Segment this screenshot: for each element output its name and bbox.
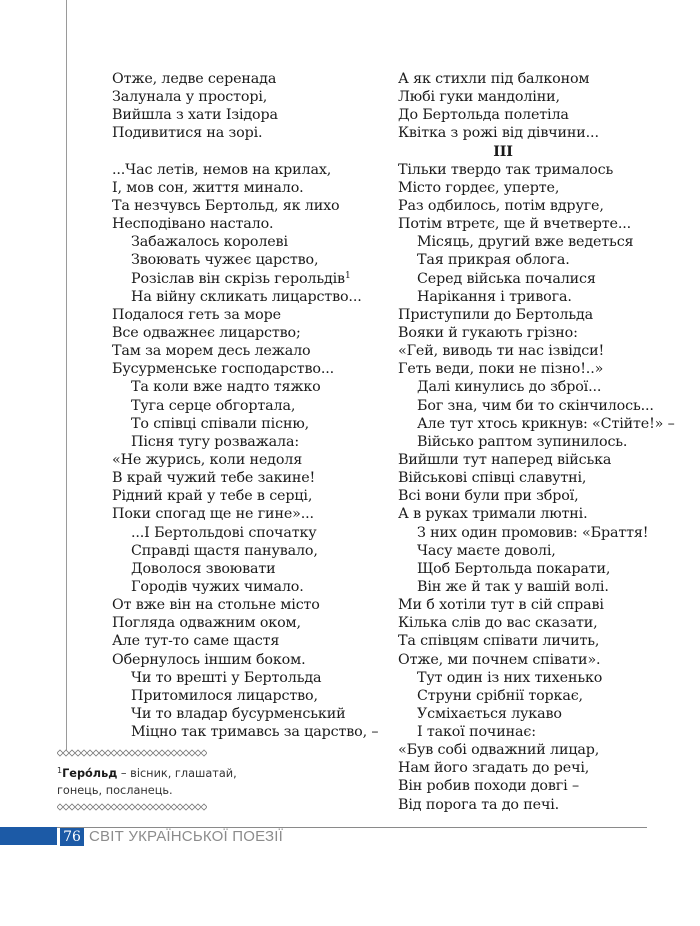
verse-line: [398, 505, 660, 523]
verse-text: Туга серце обгортала,: [131, 397, 296, 414]
verse-line: [112, 669, 382, 687]
verse-text: Часу маєте доволі,: [417, 542, 556, 559]
verse-line: [112, 487, 382, 505]
verse-text: Поки спогад ще не гине»...: [112, 506, 314, 523]
verse-line: [398, 542, 660, 560]
verse-text: Пісня тугу розважала:: [131, 433, 299, 450]
ornament-diamond: [165, 804, 171, 810]
ornament-diamond: [111, 804, 117, 810]
verse-line: [398, 705, 660, 723]
verse-line: [112, 651, 382, 669]
verse-line: [112, 306, 382, 324]
ornament-diamond: [123, 750, 129, 756]
verse-text: Залунала у просторі,: [112, 89, 268, 106]
ornament-diamond: [153, 804, 159, 810]
running-title: СВІТ УКРАЇНСЬКОЇ ПОЕЗІЇ: [89, 828, 283, 845]
verse-line: [398, 179, 660, 197]
verse-line: [398, 197, 660, 215]
ornament-diamond: [57, 804, 63, 810]
verse-text: Та незчувсь Бертольд, як лихо: [112, 197, 340, 214]
verse-text: Серед війська почалися: [417, 270, 596, 287]
verse-text: Місяць, другий вже ведеться: [417, 234, 634, 251]
verse-text: III: [493, 143, 513, 160]
verse-text: ...Час летів, немов на крилах,: [112, 161, 332, 178]
verse-line: [112, 560, 382, 578]
verse-text: Від порога та до печі.: [398, 796, 560, 813]
ornament-diamond: [201, 750, 207, 756]
ornament-diamond: [195, 750, 201, 756]
verse-line: [112, 505, 382, 523]
margin-rule: [66, 0, 67, 750]
ornament-diamond: [159, 804, 165, 810]
verse-text: Кілька слів до вас сказати,: [398, 615, 598, 632]
verse-text: Любі гуки мандоліни,: [398, 89, 560, 106]
verse-line: [398, 596, 660, 614]
ornament-diamond: [93, 750, 99, 756]
ornament-diamond: [201, 804, 207, 810]
verse-text: В край чужий тебе закине!: [112, 470, 316, 487]
verse-line: [398, 632, 660, 650]
ornament-diamond: [57, 750, 63, 756]
verse-text: Рідний край у тебе в серці,: [112, 488, 313, 505]
verse-text: ...І Бертольдові спочатку: [131, 524, 317, 541]
verse-text: Раз одбилось, потім вдруге,: [398, 197, 604, 214]
verse-line: [398, 106, 660, 124]
ornament-diamond: [153, 750, 159, 756]
verse-text: Доволося звоювати: [131, 560, 276, 577]
verse-line: [112, 106, 382, 124]
verse-text: Тут один із них тихенько: [417, 669, 603, 686]
verse-line: [398, 288, 660, 306]
verse-line: [398, 342, 660, 360]
verse-text: Справді щастя панувало,: [131, 542, 318, 559]
ornament-diamond: [165, 750, 171, 756]
verse-line: [398, 251, 660, 269]
ornament-diamond: [177, 804, 183, 810]
verse-text: То співці співали пісню,: [131, 415, 310, 432]
ornament-diamond: [171, 750, 177, 756]
verse-text: Отже, ми почнем співати».: [398, 651, 601, 668]
verse-line: [112, 161, 382, 179]
verse-text: «Гей, виводь ти нас ізвідси!: [398, 343, 605, 360]
verse-text: От вже він на стольне місто: [112, 597, 320, 614]
verse-text: Місто гордеє, уперте,: [398, 179, 560, 196]
verse-line: [112, 705, 382, 723]
ornament-diamond: [129, 750, 135, 756]
footer-color-band: [0, 827, 57, 845]
poem-column-left: [112, 70, 382, 741]
verse-line: [112, 215, 382, 233]
ornament-diamond: [171, 804, 177, 810]
verse-line: [112, 342, 382, 360]
verse-text: Він робив походи довгі –: [398, 778, 579, 795]
verse-line: [112, 397, 382, 415]
verse-line: [112, 197, 382, 215]
verse-line: [398, 741, 660, 759]
verse-text: Подалося геть за море: [112, 306, 281, 323]
verse-line: [398, 124, 660, 142]
ornament-diamond: [159, 750, 165, 756]
ornament-diamond: [147, 750, 153, 756]
ornament-diamond: [75, 750, 81, 756]
verse-line: [398, 524, 660, 542]
verse-line: [112, 578, 382, 596]
ornament-diamond: [69, 804, 75, 810]
verse-text: Розіслав він скрізь герольдів: [131, 270, 345, 287]
verse-line: [112, 415, 382, 433]
section-heading: [398, 143, 660, 161]
verse-line: [398, 777, 660, 795]
ornament-diamond: [189, 804, 195, 810]
verse-text: Щоб Бертольда покарати,: [417, 560, 611, 577]
verse-line: [398, 433, 660, 451]
verse-text: Струни срібнії торкає,: [417, 687, 583, 704]
ornament-diamond: [75, 804, 81, 810]
ornament-diamond: [63, 750, 69, 756]
verse-line: [398, 88, 660, 106]
verse-line: [112, 632, 382, 650]
ornament-diamond: [99, 750, 105, 756]
ornament-diamond: [183, 750, 189, 756]
ornament-diamond: [129, 804, 135, 810]
verse-text: Чи то владар бусурменський: [131, 705, 346, 722]
verse-text: Несподівано настало.: [112, 216, 274, 233]
verse-line: [112, 251, 382, 269]
verse-text: Але тут хтось крикнув: «Стійте!» –: [417, 415, 675, 432]
ornament-diamond: [99, 804, 105, 810]
verse-line: [398, 215, 660, 233]
verse-line: [112, 70, 382, 88]
verse-text: «Не журись, коли недоля: [112, 451, 303, 468]
verse-line: [398, 651, 660, 669]
verse-line: [112, 324, 382, 342]
verse-text: Вийшла з хати Ізідора: [112, 107, 278, 124]
verse-text: Нарікання і тривога.: [417, 288, 572, 305]
verse-text: Поглядa одважним оком,: [112, 615, 301, 632]
verse-line: [112, 524, 382, 542]
verse-line: [398, 306, 660, 324]
verse-text: Вояки й гукають грізно:: [398, 324, 578, 341]
footnote-reference: 1: [344, 270, 351, 281]
verse-line: [398, 687, 660, 705]
verse-line: [398, 487, 660, 505]
footnote-marker: 1: [57, 766, 63, 775]
verse-text: «Був собі одважний лицар,: [398, 742, 600, 759]
verse-text: Потім втретє, ще й вчетверте...: [398, 216, 632, 233]
verse-text: Та коли вже надто тяжко: [131, 379, 321, 396]
ornament-diamond: [141, 804, 147, 810]
footnote-ornament-top: [57, 749, 207, 757]
verse-line: [112, 179, 382, 197]
verse-line: [112, 723, 382, 741]
verse-text: Військові співці славутні,: [398, 470, 587, 487]
verse-line: [112, 687, 382, 705]
verse-text: Там за морем десь лежало: [112, 343, 311, 360]
verse-line: [112, 360, 382, 378]
footnote-term: Геро́льд: [62, 767, 118, 780]
verse-line: [112, 469, 382, 487]
ornament-diamond: [105, 750, 111, 756]
verse-line: [398, 723, 660, 741]
verse-text: Всі вони були при зброї,: [398, 488, 579, 505]
verse-text: Притомилося лицарство,: [131, 687, 318, 704]
verse-text: Та співцям співати личить,: [398, 633, 600, 650]
verse-text: А як стихли під балконом: [398, 71, 590, 87]
ornament-diamond: [117, 804, 123, 810]
verse-line: [398, 270, 660, 288]
verse-line: [112, 124, 382, 142]
verse-line: [398, 560, 660, 578]
stanza-gap: [112, 143, 382, 161]
ornament-diamond: [147, 804, 153, 810]
ornament-diamond: [123, 804, 129, 810]
footnote-definition: – вісник, глашатай, гонець, посланець.: [57, 767, 237, 797]
verse-text: Геть веди, поки не пізно!..»: [398, 361, 604, 378]
verse-line: [398, 578, 660, 596]
verse-text: Але тут-то саме щастя: [112, 633, 280, 650]
verse-line: [398, 759, 660, 777]
verse-line: [112, 88, 382, 106]
verse-text: Звоювать чужеє царство,: [131, 252, 319, 269]
verse-line: [398, 415, 675, 433]
ornament-diamond: [87, 750, 93, 756]
verse-text: Отже, ледве серенада: [112, 71, 277, 87]
footnote-ornament-bottom: [57, 803, 207, 811]
verse-text: Чи то врешті у Бертольда: [131, 669, 322, 686]
verse-line: [112, 596, 382, 614]
verse-line: [398, 614, 660, 632]
ornament-diamond: [117, 750, 123, 756]
footnote: [57, 765, 257, 799]
ornament-diamond: [135, 804, 141, 810]
verse-text: Нам його згадать до речі,: [398, 760, 590, 777]
verse-line: [398, 233, 660, 251]
verse-line: [398, 796, 660, 814]
verse-line: [398, 378, 660, 396]
verse-line: [398, 360, 660, 378]
verse-text: Квітка з рожі від дівчини...: [398, 125, 599, 142]
verse-text: Далі кинулись до зброї...: [417, 379, 602, 396]
verse-line: [398, 469, 660, 487]
verse-text: Обернулось іншим боком.: [112, 651, 306, 668]
verse-text: А в руках тримали лютні.: [398, 506, 588, 523]
verse-text: Подивитися на зорі.: [112, 125, 263, 142]
verse-text: З них один промовив: «Браття!: [417, 524, 649, 541]
verse-line: [398, 161, 660, 179]
verse-text: Тая прикрая облога.: [417, 252, 570, 269]
poem-column-right: [398, 70, 675, 814]
verse-line: [398, 397, 660, 415]
verse-text: На війну скликать лицарство...: [131, 288, 362, 305]
verse-line: [112, 378, 382, 396]
ornament-diamond: [87, 804, 93, 810]
verse-line: [112, 288, 382, 306]
verse-text: Бусурменське господарство...: [112, 361, 335, 378]
verse-text: До Бертольда полетіла: [398, 107, 569, 124]
verse-line: [112, 542, 382, 560]
ornament-diamond: [63, 804, 69, 810]
ornament-diamond: [195, 804, 201, 810]
ornament-diamond: [189, 750, 195, 756]
ornament-diamond: [81, 804, 87, 810]
ornament-diamond: [69, 750, 75, 756]
verse-line: [398, 70, 660, 88]
verse-text: Військо раптом зупинилось.: [417, 433, 628, 450]
verse-line: [398, 669, 660, 687]
page-number: 76: [60, 828, 84, 846]
verse-line: [112, 270, 382, 288]
ornament-diamond: [105, 804, 111, 810]
ornament-diamond: [111, 750, 117, 756]
verse-text: Тільки твердо так трималось: [398, 161, 614, 178]
verse-line: [112, 233, 382, 251]
verse-text: Він же й так у вашій волі.: [417, 578, 609, 595]
ornament-diamond: [183, 804, 189, 810]
verse-text: Міцно так тримавсь за царство, –: [131, 724, 379, 741]
ornament-diamond: [81, 750, 87, 756]
verse-text: І такої починає:: [417, 724, 536, 741]
verse-text: Усміхається лукаво: [417, 705, 562, 722]
verse-line: [398, 324, 660, 342]
verse-text: Приступили до Бертольда: [398, 306, 594, 323]
verse-line: [398, 451, 660, 469]
ornament-diamond: [135, 750, 141, 756]
verse-text: Вийшли тут наперед війська: [398, 451, 612, 468]
verse-text: Забажалось королеві: [131, 234, 288, 251]
verse-text: Все одважнеє лицарство;: [112, 324, 301, 341]
verse-line: [112, 433, 382, 451]
verse-line: [112, 451, 382, 469]
ornament-diamond: [177, 750, 183, 756]
verse-text: І, мов сон, життя минало.: [112, 179, 304, 196]
verse-text: Бог зна, чим би то скінчилось...: [417, 397, 654, 414]
ornament-diamond: [141, 750, 147, 756]
ornament-diamond: [93, 804, 99, 810]
verse-text: Ми б хотіли тут в сій справі: [398, 597, 604, 614]
verse-line: [112, 614, 382, 632]
verse-text: Городів чужих чимало.: [131, 578, 304, 595]
